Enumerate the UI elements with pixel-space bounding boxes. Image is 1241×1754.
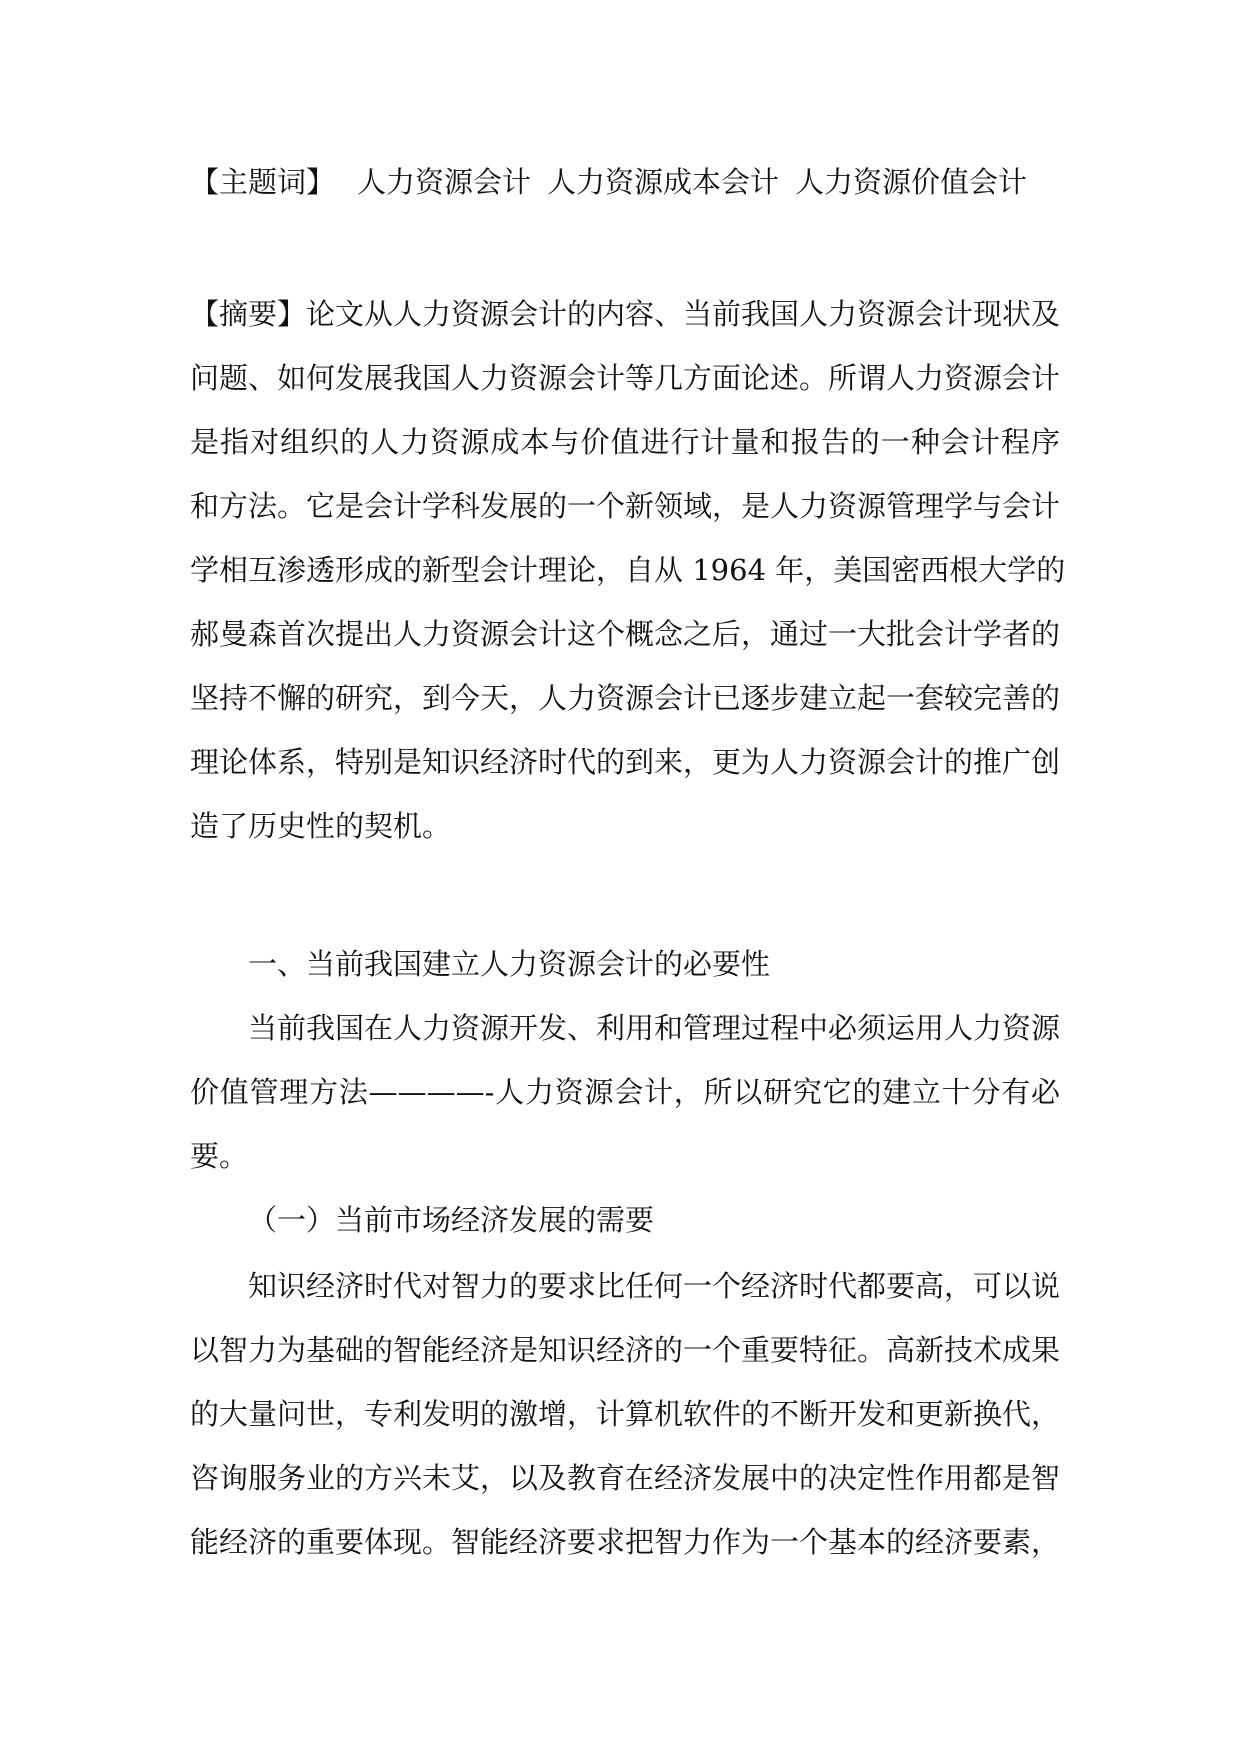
paragraph-line: 价值管理方法————-人力资源会计，所以研究它的建立十分有必 bbox=[190, 1075, 1060, 1109]
paragraph-line: 以智力为基础的智能经济是知识经济的一个重要特征。高新技术成果 bbox=[190, 1333, 1061, 1367]
paragraph-line: 要。 bbox=[190, 1139, 249, 1173]
abstract-line: 造了历史性的契机。 bbox=[190, 809, 452, 843]
keywords-label: 【主题词】 bbox=[190, 165, 336, 199]
abstract-line: 问题、如何发展我国人力资源会计等几方面论述。所谓人力资源会计 bbox=[190, 361, 1061, 395]
abstract-line: 郝曼森首次提出人力资源会计这个概念之后，通过一大批会计学者的 bbox=[190, 617, 1061, 651]
abstract-line: 学相互渗透形成的新型会计理论，自从 1964 年，美国密西根大学的 bbox=[190, 553, 1066, 587]
keyword-term: 人力资源成本会计 bbox=[547, 165, 780, 199]
keyword-term: 人力资源会计 bbox=[357, 165, 532, 199]
abstract-line: 坚持不懈的研究，到今天，人力资源会计已逐步建立起一套较完善的 bbox=[190, 681, 1061, 715]
keyword-term: 人力资源价值会计 bbox=[795, 165, 1028, 199]
abstract-line: 理论体系，特别是知识经济时代的到来，更为人力资源会计的推广创 bbox=[190, 745, 1061, 779]
abstract-line: 和方法。它是会计学科发展的一个新领域，是人力资源管理学与会计 bbox=[190, 489, 1061, 523]
paragraph-line: 当前我国在人力资源开发、利用和管理过程中必须运用人力资源 bbox=[248, 1011, 1061, 1045]
subsection-heading: （一）当前市场经济发展的需要 bbox=[248, 1203, 655, 1237]
abstract-line: 是指对组织的人力资源成本与价值进行计量和报告的一种会计程序 bbox=[190, 425, 1060, 459]
paragraph-line: 能经济的重要体现。智能经济要求把智力作为一个基本的经济要素， bbox=[190, 1525, 1061, 1559]
paragraph-line: 知识经济时代对智力的要求比任何一个经济时代都要高，可以说 bbox=[248, 1269, 1061, 1303]
keywords-line bbox=[190, 150, 1060, 214]
abstract-line: 【摘要】论文从人力资源会计的内容、当前我国人力资源会计现状及 bbox=[190, 297, 1061, 331]
section-heading: 一、当前我国建立人力资源会计的必要性 bbox=[248, 947, 771, 981]
paragraph-line: 咨询服务业的方兴未艾，以及教育在经济发展中的决定性作用都是智 bbox=[190, 1461, 1061, 1495]
paragraph-line: 的大量问世，专利发明的激增，计算机软件的不断开发和更新换代， bbox=[190, 1397, 1061, 1431]
